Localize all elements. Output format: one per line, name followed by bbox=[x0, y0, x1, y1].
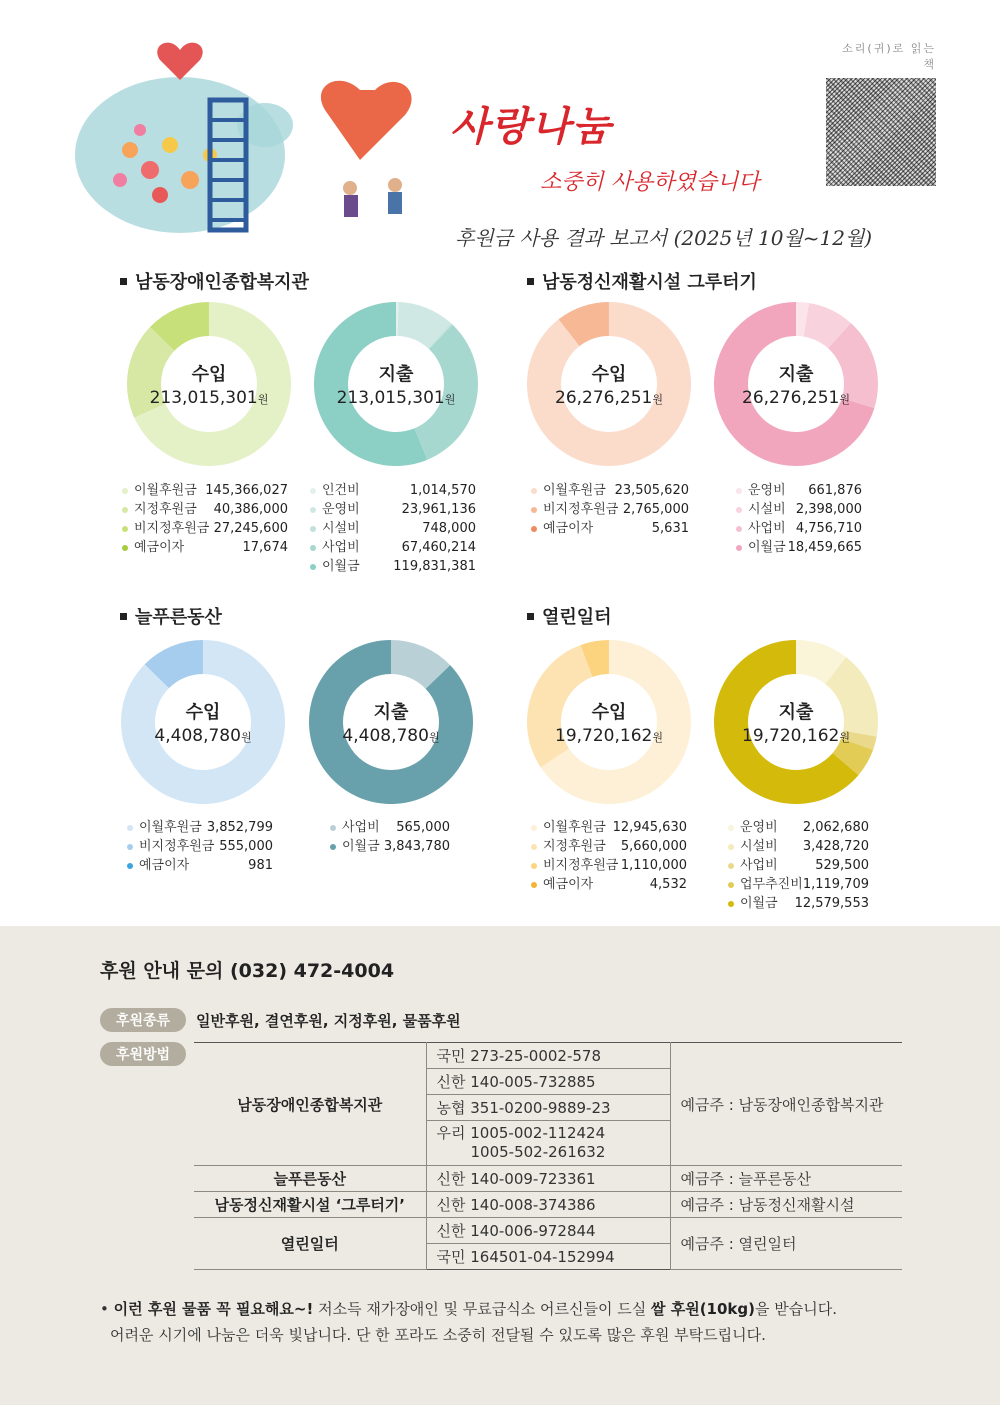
legend-item bbox=[728, 837, 869, 856]
donut-expense bbox=[712, 638, 880, 806]
legend-value: 3,428,720 bbox=[802, 839, 869, 854]
section-namdong-welfare bbox=[120, 268, 309, 294]
legend-name: 이월후원금 bbox=[139, 820, 202, 835]
legend-name: 비지정후원금 bbox=[543, 858, 619, 873]
legend-dot-icon bbox=[728, 844, 734, 850]
legend-dot-icon bbox=[531, 825, 537, 831]
legend-name: 비지정후원금 bbox=[134, 521, 210, 536]
legend-item bbox=[310, 519, 476, 538]
bank-account: 우리 1005-002-112424 bbox=[436, 1124, 606, 1142]
legend-item bbox=[122, 519, 288, 538]
legend-item bbox=[127, 856, 273, 875]
section-title bbox=[527, 603, 612, 629]
section-title bbox=[527, 268, 757, 294]
donation-types: 일반후원, 결연후원, 지정후원, 물품후원 bbox=[196, 1012, 461, 1030]
legend-item bbox=[531, 875, 687, 894]
donut-label: 지출 bbox=[778, 702, 814, 723]
donut-total: 213,015,301 bbox=[149, 388, 258, 408]
donut-income bbox=[119, 638, 287, 806]
legend-dot-icon bbox=[736, 545, 742, 551]
legend-income bbox=[531, 818, 687, 894]
table-row bbox=[194, 1043, 902, 1069]
section-grutergi bbox=[527, 268, 757, 294]
legend-expense bbox=[310, 481, 476, 576]
org-name: 늘푸른동산 bbox=[194, 1166, 426, 1192]
legend-name: 시설비 bbox=[740, 839, 778, 854]
bullet-square-icon bbox=[527, 278, 534, 285]
legend-name: 이월금 bbox=[322, 559, 360, 574]
legend-value: 145,366,027 bbox=[205, 483, 288, 498]
bank-account: 신한 140-009-723361 bbox=[426, 1166, 670, 1192]
donut-label: 지출 bbox=[378, 364, 414, 385]
legend-value: 5,631 bbox=[651, 521, 689, 536]
donut-unit: 원 bbox=[839, 731, 850, 744]
bank-account: 농협 351-0200-9889-23 bbox=[426, 1095, 670, 1121]
legend-value: 12,579,553 bbox=[794, 896, 869, 911]
legend-dot-icon bbox=[531, 863, 537, 869]
donut-label: 수입 bbox=[191, 364, 227, 385]
table-row bbox=[194, 1218, 902, 1244]
legend-value: 12,945,630 bbox=[612, 820, 687, 835]
bank-account: 국민 164501-04-152994 bbox=[426, 1244, 670, 1270]
legend-dot-icon bbox=[127, 863, 133, 869]
account-owner: 예금주 : 늘푸른동산 bbox=[670, 1166, 902, 1192]
legend-item bbox=[531, 818, 687, 837]
legend-value: 661,876 bbox=[808, 483, 862, 498]
bank-account: 국민 273-25-0002-578 bbox=[426, 1043, 670, 1069]
donut-income bbox=[125, 300, 293, 468]
legend-item bbox=[728, 875, 869, 894]
bullet-square-icon bbox=[527, 613, 534, 620]
donut-income bbox=[525, 638, 693, 806]
legend-value: 4,756,710 bbox=[795, 521, 862, 536]
legend-dot-icon bbox=[728, 882, 734, 888]
legend-name: 업무추진비 bbox=[740, 877, 803, 892]
donut-label: 지출 bbox=[373, 702, 409, 723]
legend-value: 17,674 bbox=[242, 540, 288, 555]
report-title: 후원금 사용 결과 보고서 (2025년 10월~12월) bbox=[455, 226, 873, 250]
legend-name: 인건비 bbox=[322, 483, 360, 498]
legend-value: 18,459,665 bbox=[787, 540, 862, 555]
donut-total: 26,276,251 bbox=[555, 388, 653, 408]
section-neulpureun bbox=[120, 603, 222, 629]
legend-name: 예금이자 bbox=[134, 540, 185, 555]
bank-account: 신한 140-008-374386 bbox=[426, 1192, 670, 1218]
section-title bbox=[120, 603, 222, 629]
legend-dot-icon bbox=[310, 526, 316, 532]
legend-item bbox=[736, 500, 862, 519]
donut-label: 수입 bbox=[591, 364, 627, 385]
legend-value: 5,660,000 bbox=[620, 839, 687, 854]
legend-item bbox=[127, 818, 273, 837]
legend-dot-icon bbox=[310, 545, 316, 551]
legend-name: 운영비 bbox=[748, 483, 786, 498]
org-name: 남동정신재활시설 ‘그루터기’ bbox=[194, 1192, 426, 1218]
account-owner: 예금주 : 남동정신재활시설 bbox=[670, 1192, 902, 1218]
legend-name: 예금이자 bbox=[139, 858, 190, 873]
donut-unit: 원 bbox=[240, 731, 252, 744]
donut-total: 19,720,162 bbox=[742, 726, 840, 746]
donut-income bbox=[525, 300, 693, 468]
legend-name: 예금이자 bbox=[543, 521, 594, 536]
legend-value: 3,843,780 bbox=[383, 839, 450, 854]
legend-dot-icon bbox=[122, 507, 128, 513]
org-name: 남동장애인종합복지관 bbox=[194, 1043, 426, 1166]
legend-expense bbox=[728, 818, 869, 913]
legend-dot-icon bbox=[122, 488, 128, 494]
legend-dot-icon bbox=[531, 507, 537, 513]
legend-item bbox=[122, 538, 288, 557]
legend-value: 529,500 bbox=[815, 858, 869, 873]
legend-name: 사업비 bbox=[342, 820, 380, 835]
legend-dot-icon bbox=[127, 825, 133, 831]
legend-value: 748,000 bbox=[422, 521, 476, 536]
donut-expense bbox=[307, 638, 475, 806]
legend-item bbox=[122, 500, 288, 519]
piggy-bank-illustration bbox=[60, 30, 440, 250]
legend-dot-icon bbox=[310, 507, 316, 513]
donut-label: 지출 bbox=[778, 364, 814, 385]
legend-dot-icon bbox=[728, 863, 734, 869]
legend-name: 이월금 bbox=[740, 896, 778, 911]
donut-total: 4,408,780 bbox=[342, 726, 429, 746]
legend-name: 사업비 bbox=[322, 540, 360, 555]
legend-item bbox=[330, 837, 450, 856]
bank-account-multi bbox=[426, 1121, 670, 1166]
section-title bbox=[120, 268, 309, 294]
legend-value: 981 bbox=[248, 858, 273, 873]
legend-item bbox=[531, 856, 687, 875]
legend-item bbox=[728, 894, 869, 913]
legend-dot-icon bbox=[736, 507, 742, 513]
legend-value: 4,532 bbox=[649, 877, 687, 892]
legend-value: 40,386,000 bbox=[213, 502, 288, 517]
bank-account: 1005-502-261632 bbox=[470, 1143, 606, 1161]
account-owner: 예금주 : 열린일터 bbox=[670, 1218, 902, 1270]
legend-name: 시설비 bbox=[748, 502, 786, 517]
donut-unit: 원 bbox=[839, 393, 850, 406]
legend-dot-icon bbox=[127, 844, 133, 850]
account-table bbox=[194, 1042, 902, 1270]
bank-account: 신한 140-006-972844 bbox=[426, 1218, 670, 1244]
legend-value: 27,245,600 bbox=[213, 521, 288, 536]
legend-name: 비지정후원금 bbox=[139, 839, 215, 854]
legend-name: 예금이자 bbox=[543, 877, 594, 892]
qr-code-icon bbox=[826, 78, 936, 186]
legend-item bbox=[127, 837, 273, 856]
bullet-square-icon bbox=[120, 278, 127, 285]
donut-total: 19,720,162 bbox=[555, 726, 653, 746]
legend-value: 2,398,000 bbox=[795, 502, 862, 517]
legend-name: 비지정후원금 bbox=[543, 502, 619, 517]
legend-dot-icon bbox=[736, 488, 742, 494]
legend-name: 이월금 bbox=[342, 839, 380, 854]
notice-line2: 어려운 시기에 나눔은 더욱 빛납니다. 단 한 포라도 소중히 전달될 수 있도록 많은 후원 부탁드립니다. bbox=[110, 1326, 766, 1344]
legend-dot-icon bbox=[330, 825, 336, 831]
legend-item bbox=[531, 481, 689, 500]
donut-unit: 원 bbox=[257, 393, 269, 406]
legend-name: 운영비 bbox=[322, 502, 360, 517]
qr-code-box bbox=[826, 40, 936, 186]
legend-item bbox=[310, 538, 476, 557]
legend-value: 23,961,136 bbox=[401, 502, 476, 517]
legend-item bbox=[728, 856, 869, 875]
legend-value: 119,831,381 bbox=[393, 559, 476, 574]
legend-value: 565,000 bbox=[396, 820, 450, 835]
legend-name: 이월후원금 bbox=[543, 820, 606, 835]
legend-name: 이월금 bbox=[748, 540, 786, 555]
title-main: 사랑나눔 bbox=[450, 103, 613, 150]
section-title-text: 남동정신재활시설 그루터기 bbox=[542, 272, 757, 293]
legend-name: 운영비 bbox=[740, 820, 778, 835]
legend-name: 지정후원금 bbox=[543, 839, 606, 854]
org-name: 열린일터 bbox=[194, 1218, 426, 1270]
legend-item bbox=[736, 538, 862, 557]
legend-name: 이월후원금 bbox=[134, 483, 197, 498]
legend-dot-icon bbox=[330, 844, 336, 850]
account-owner: 예금주 : 남동장애인종합복지관 bbox=[670, 1043, 902, 1166]
donut-unit: 원 bbox=[652, 393, 663, 406]
qr-label: 소리(귀)로 읽는 책 bbox=[842, 42, 936, 71]
bullet-square-icon bbox=[120, 613, 127, 620]
legend-dot-icon bbox=[310, 488, 316, 494]
legend-name: 지정후원금 bbox=[134, 502, 197, 517]
donut-unit: 원 bbox=[444, 393, 456, 406]
section-title-text: 열린일터 bbox=[542, 607, 612, 628]
legend-dot-icon bbox=[728, 825, 734, 831]
title-subtitle: 소중히 사용하였습니다 bbox=[540, 170, 760, 195]
legend-dot-icon bbox=[728, 901, 734, 907]
donation-info-footer bbox=[0, 926, 1000, 1405]
legend-dot-icon bbox=[531, 526, 537, 532]
legend-expense bbox=[330, 818, 450, 856]
legend-value: 2,062,680 bbox=[802, 820, 869, 835]
legend-dot-icon bbox=[736, 526, 742, 532]
legend-name: 이월후원금 bbox=[543, 483, 606, 498]
legend-item bbox=[531, 519, 689, 538]
legend-item bbox=[531, 500, 689, 519]
legend-item bbox=[531, 837, 687, 856]
donut-expense bbox=[312, 300, 480, 468]
legend-dot-icon bbox=[122, 545, 128, 551]
legend-value: 67,460,214 bbox=[401, 540, 476, 555]
donut-label: 수입 bbox=[185, 702, 221, 723]
donut-total: 213,015,301 bbox=[336, 388, 445, 408]
legend-income bbox=[127, 818, 273, 875]
section-title-text: 남동장애인종합복지관 bbox=[135, 272, 309, 293]
legend-income bbox=[531, 481, 689, 538]
donut-total: 4,408,780 bbox=[154, 726, 241, 746]
legend-name: 시설비 bbox=[322, 521, 360, 536]
contact-info: 후원 안내 문의 (032) 472-4004 bbox=[100, 960, 395, 982]
notice-body-end: 을 받습니다. bbox=[755, 1300, 837, 1318]
legend-item bbox=[310, 481, 476, 500]
legend-item bbox=[310, 500, 476, 519]
legend-item bbox=[122, 481, 288, 500]
legend-item bbox=[736, 481, 862, 500]
notice-body: 저소득 재가장애인 및 무료급식소 어르신들이 드실 bbox=[313, 1300, 651, 1318]
legend-item bbox=[728, 818, 869, 837]
legend-expense bbox=[736, 481, 862, 557]
legend-value: 1,014,570 bbox=[409, 483, 476, 498]
table-row bbox=[194, 1192, 902, 1218]
table-row bbox=[194, 1166, 902, 1192]
section-title-text: 늘푸른동산 bbox=[135, 607, 222, 628]
legend-name: 사업비 bbox=[748, 521, 786, 536]
notice-text: • 이런 후원 물품 꼭 필요해요~! 저소득 재가장애인 및 무료급식소 어르신들이 드실 쌀 후원(10kg)을 받습니다. 어려운 시기에 나눔은 더욱 빛납니다. 단 한 포라도 소중히 전달될 수 있도록 많은 후원 부탁드립니다. bbox=[100, 1296, 837, 1348]
legend-dot-icon bbox=[531, 844, 537, 850]
legend-name: 사업비 bbox=[740, 858, 778, 873]
donut-unit: 원 bbox=[652, 731, 663, 744]
donut-unit: 원 bbox=[428, 731, 440, 744]
legend-dot-icon bbox=[122, 526, 128, 532]
donut-label: 수입 bbox=[591, 702, 627, 723]
legend-item bbox=[330, 818, 450, 837]
legend-value: 1,110,000 bbox=[620, 858, 687, 873]
legend-value: 3,852,799 bbox=[206, 820, 273, 835]
donut-expense bbox=[712, 300, 880, 468]
section-yeollin bbox=[527, 603, 612, 629]
header-area bbox=[0, 0, 1000, 260]
legend-value: 23,505,620 bbox=[614, 483, 689, 498]
legend-item bbox=[736, 519, 862, 538]
donation-type-pill: 후원종류 bbox=[100, 1008, 186, 1032]
notice-rice: 쌀 후원(10kg) bbox=[651, 1300, 755, 1318]
legend-value: 1,119,709 bbox=[802, 877, 869, 892]
legend-dot-icon bbox=[310, 564, 316, 570]
donation-method-pill: 후원방법 bbox=[100, 1042, 186, 1066]
legend-item bbox=[310, 557, 476, 576]
donut-total: 26,276,251 bbox=[742, 388, 840, 408]
legend-value: 2,765,000 bbox=[622, 502, 689, 517]
legend-dot-icon bbox=[531, 488, 537, 494]
notice-highlight: 이런 후원 물품 꼭 필요해요~! bbox=[113, 1300, 314, 1318]
legend-income bbox=[122, 481, 288, 557]
legend-value: 555,000 bbox=[219, 839, 273, 854]
bank-account: 신한 140-005-732885 bbox=[426, 1069, 670, 1095]
legend-dot-icon bbox=[531, 882, 537, 888]
